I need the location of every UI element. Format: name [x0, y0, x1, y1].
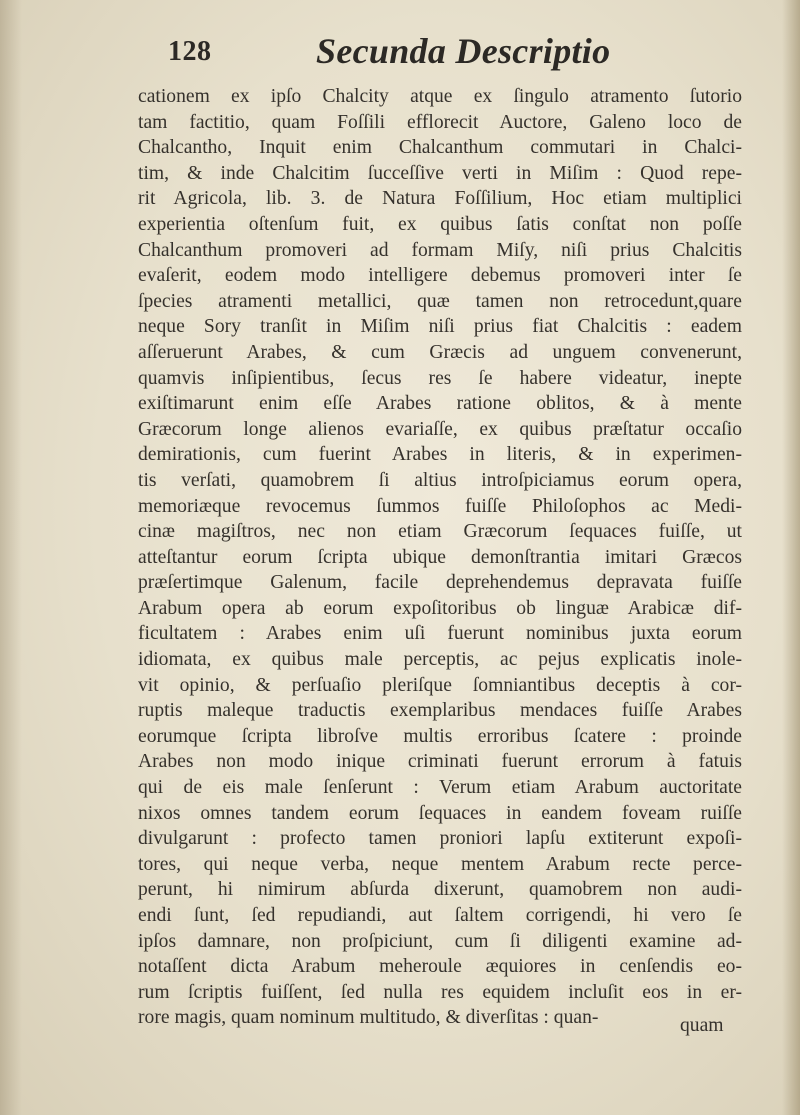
text-line: eorumque ſcripta libroſve multis erroribus ſcatere : proinde — [138, 725, 742, 747]
page-header — [0, 16, 800, 76]
text-line: ruptis maleque traductis exemplaribus mendaces fuiſſe Arabes — [138, 700, 742, 722]
text-line: vit opinio, & perſuaſio pleriſque ſomniantibus deceptis à cor- — [138, 674, 742, 696]
text-line: atteſtantur eorum ſcripta ubique demonſtrantia imitari Græcos — [138, 546, 742, 568]
text-line: aſſeruerunt Arabes, & cum Græcis ad unguem convenerunt, — [138, 341, 742, 363]
text-line: nixos omnes tandem eorum ſequaces in eandem foveam ruiſſe — [138, 802, 742, 824]
text-line: neque Sory tranſit in Miſim niſi prius fiat Chalcitis : eadem — [138, 316, 742, 338]
text-line: divulgarunt : profecto tamen proniori lapſu extiterunt expoſi- — [138, 828, 742, 850]
text-line: tis verſati, quamobrem ſi altius introſpiciamus eorum opera, — [138, 469, 742, 491]
text-line: ſpecies atramenti metallici, quæ tamen non retrocedunt,quare — [138, 290, 742, 312]
text-line: Arabes non modo inique criminati fuerunt errorum à fatuis — [138, 751, 742, 773]
text-line: ipſos damnare, non proſpiciunt, cum ſi diligenti examine ad- — [138, 930, 742, 952]
text-line: Chalcanthum promoveri ad formam Miſy, niſi prius Chalcitis — [138, 239, 742, 261]
running-title: Secunda Descriptio — [316, 31, 611, 71]
text-line: exiſtimarunt enim eſſe Arabes ratione oblitos, & à mente — [138, 393, 742, 415]
text-line: rore magis, quam nominum multitudo, & diverſitas : quan- — [138, 1007, 599, 1029]
text-line: tores, qui neque verba, neque mentem Arabum recte perce- — [138, 853, 742, 875]
text-line: evaſerit, eodem modo intelligere debemus promoveri inter ſe — [138, 265, 742, 287]
text-line: tam factitio, quam Foſſili efflorecit Auctore, Galeno loco de — [138, 111, 742, 133]
page-shadow-right — [782, 0, 800, 1115]
text-line: experientia oſtenſum fuit, ex quibus ſatis conſtat non poſſe — [138, 213, 742, 235]
page-number: 128 — [168, 36, 212, 67]
text-line: tim, & inde Chalcitim ſucceſſive verti in Miſim : Quod repe- — [138, 162, 742, 184]
text-line: memoriæque revocemus ſummos fuiſſe Philoſophos ac Medi- — [138, 495, 742, 517]
text-line: perunt, hi nimirum abſurda dixerunt, quamobrem non audi- — [138, 879, 742, 901]
text-line: Græcorum longe alienos evariaſſe, ex quibus præſtatur occaſio — [138, 418, 742, 440]
text-line: demirationis, cum fuerint Arabes in literis, & in experimen- — [138, 444, 742, 466]
body-text — [138, 84, 742, 1031]
text-line: ficultatem : Arabes enim uſi fuerunt nominibus juxta eorum — [138, 623, 742, 645]
text-line: Chalcantho, Inquit enim Chalcanthum commutari in Chalci- — [138, 137, 742, 159]
text-line: cinæ magiſtros, nec non etiam Græcorum ſequaces fuiſſe, ut — [138, 521, 742, 543]
text-line: qui de eis male ſenſerunt : Verum etiam Arabum auctoritate — [138, 777, 742, 799]
text-line: endi ſunt, ſed repudiandi, aut ſaltem corrigendi, hi vero ſe — [138, 905, 742, 926]
text-line: rum ſcriptis fuiſſent, ſed nulla res equidem incluſit eos in er- — [138, 981, 742, 1003]
text-line: idiomata, ex quibus male perceptis, ac pejus explicatis inole- — [138, 649, 742, 671]
text-line: quamvis inſipientibus, ſecus res ſe habere videatur, inepte — [138, 367, 742, 389]
text-line: Arabum opera ab eorum expoſitoribus ob linguæ Arabicæ dif- — [138, 597, 742, 619]
text-line: cationem ex ipſo Chalcity atque ex ſingulo atramento ſutorio — [138, 86, 742, 107]
text-line: præſertimque Galenum, facile deprehendemus depravata fuiſſe — [138, 572, 742, 594]
page-shadow-left — [0, 0, 22, 1115]
text-line: notaſſent dicta Arabum meheroule æquiores in cenſendis eo- — [138, 956, 742, 978]
catchword: quam — [680, 1015, 724, 1036]
text-line: rit Agricola, lib. 3. de Natura Foſſilium, Hoc etiam multiplici — [138, 188, 742, 210]
